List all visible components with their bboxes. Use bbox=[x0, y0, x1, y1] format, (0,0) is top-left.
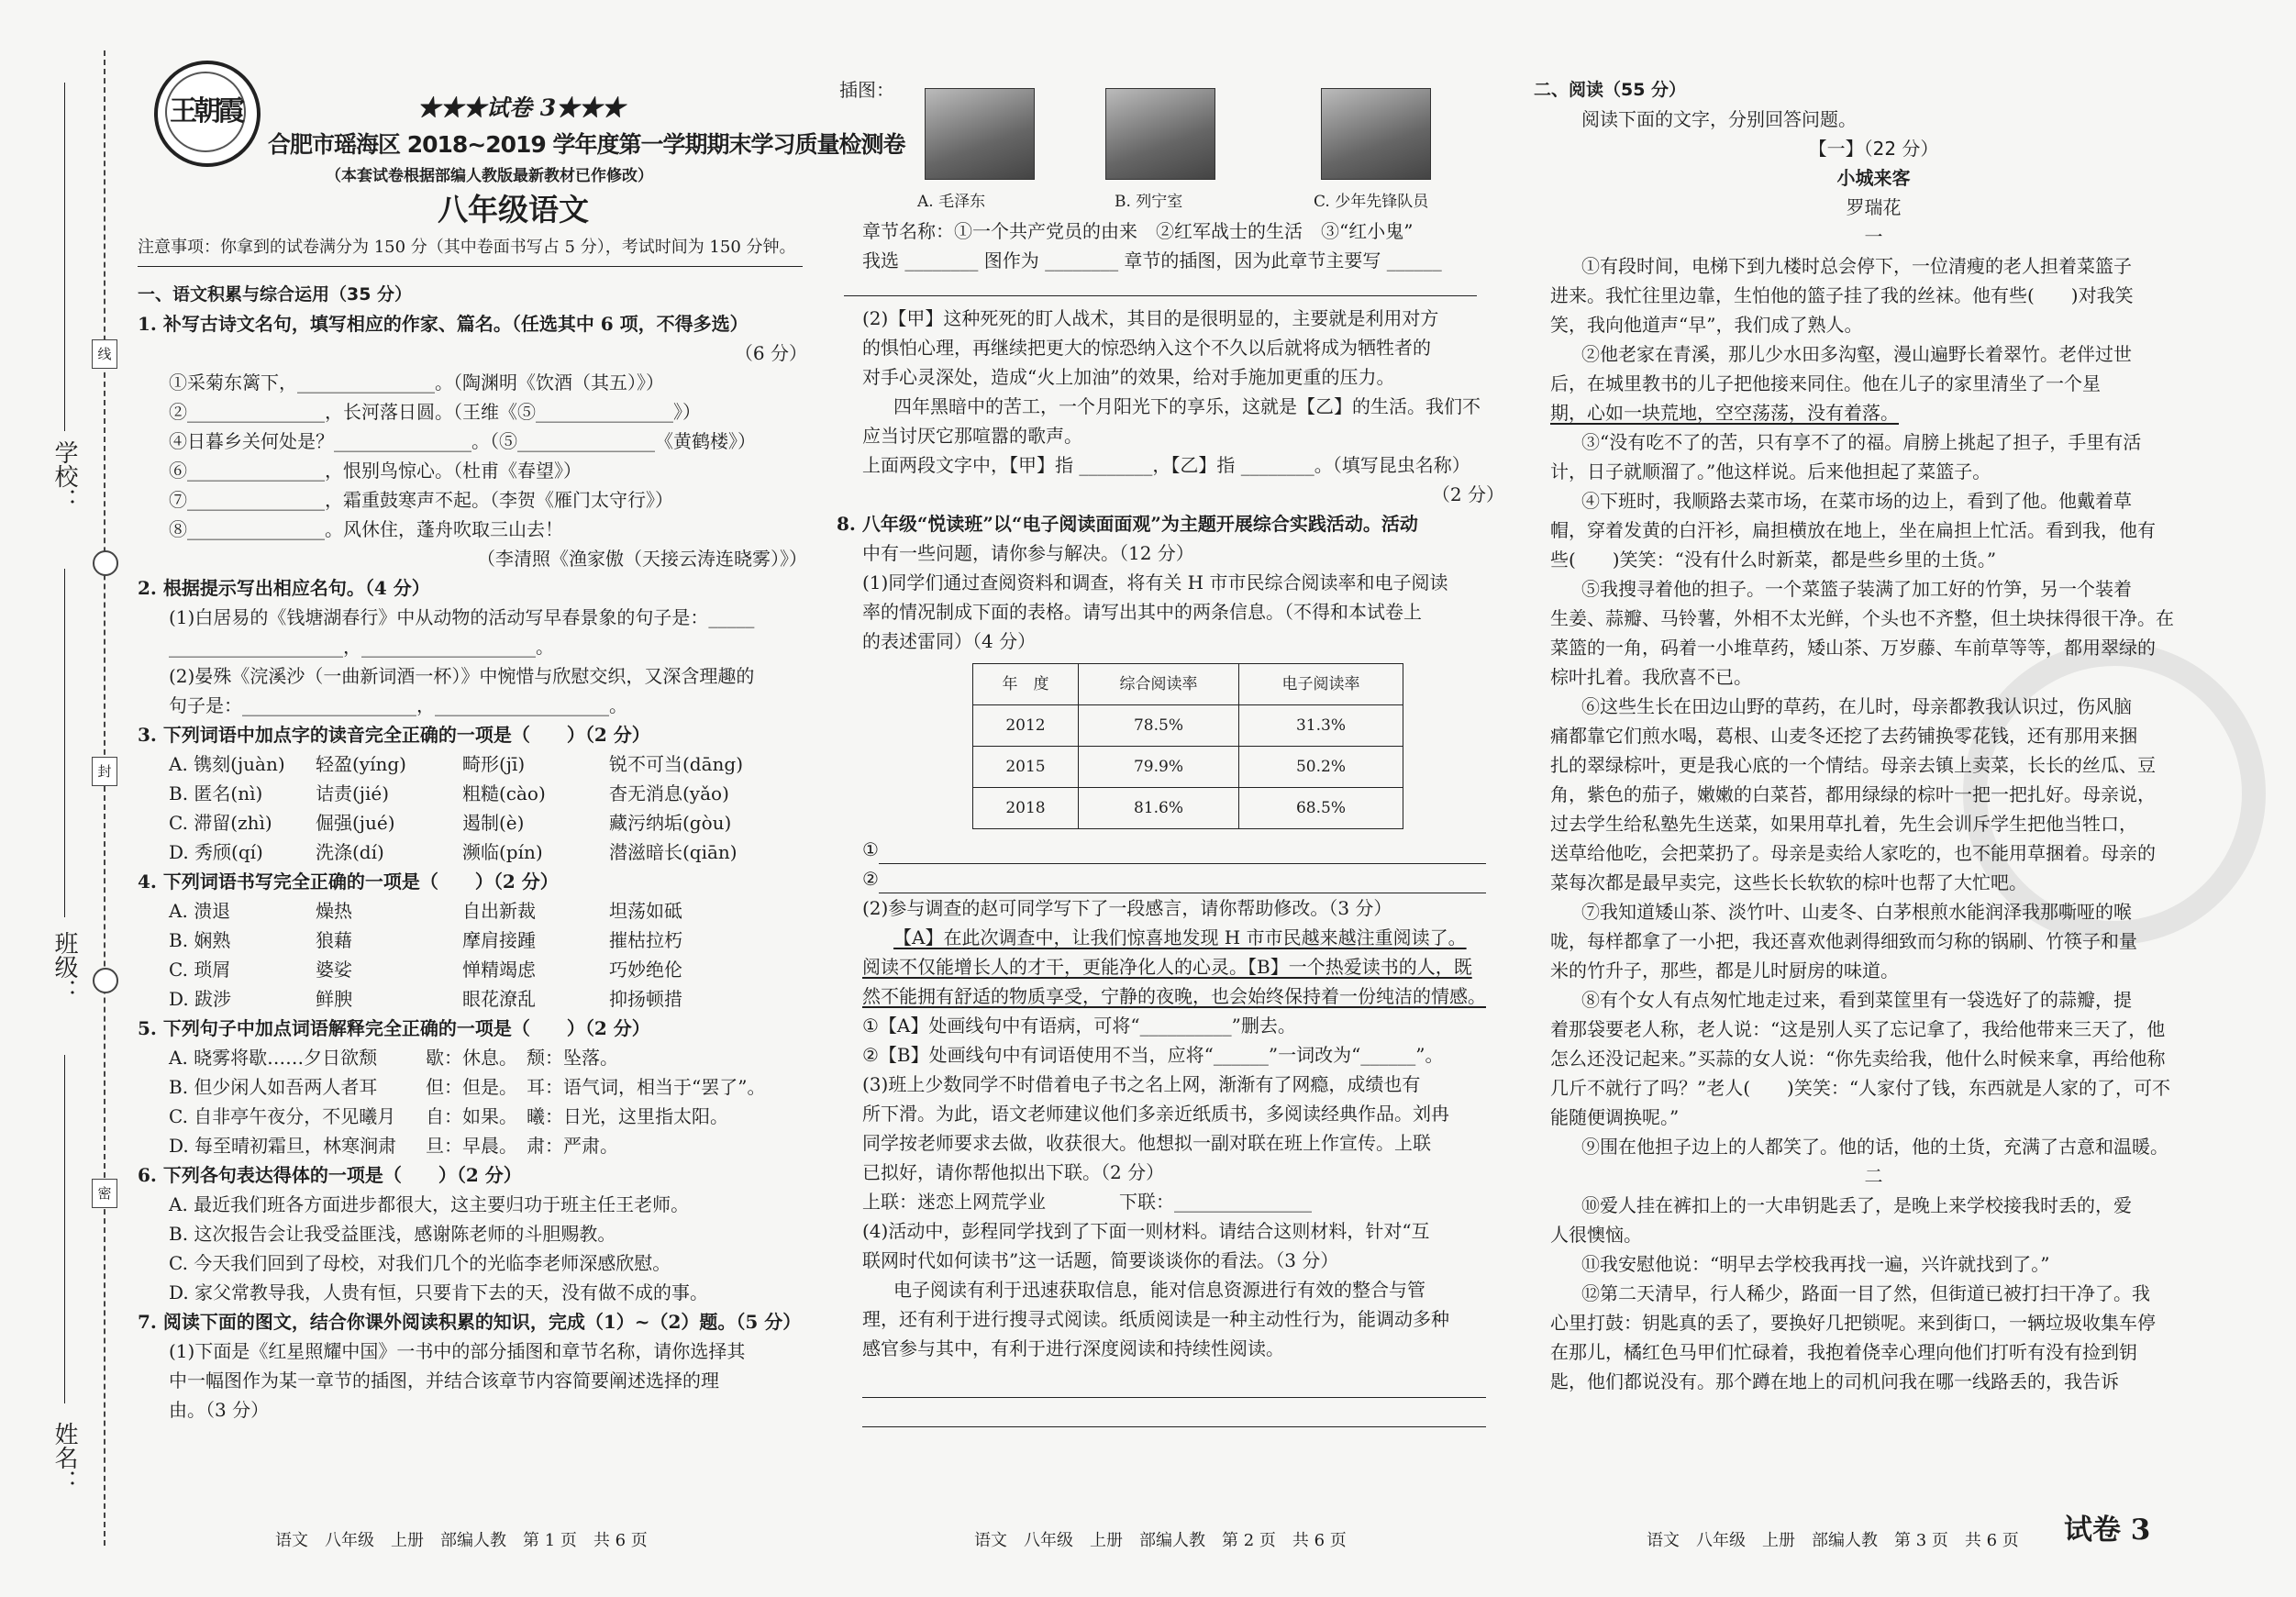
story-line: 人很懊恼。 bbox=[1550, 1224, 1642, 1246]
binding-hole bbox=[93, 968, 118, 993]
table-cell: 78.5% bbox=[1079, 705, 1239, 747]
story-line: ④下班时，我顺路去菜市场，在菜市场的边上，看到了他。他戴着草 bbox=[1581, 490, 2132, 512]
question-7: 7. 阅读下面的图文，结合你课外阅读积累的知识，完成（1）~（2）题。（5 分） bbox=[138, 1311, 802, 1333]
q6-option: D. 家父常教导我，人贵有恒，只要肯下去的天，没有做不成的事。 bbox=[169, 1281, 709, 1303]
table-cell: 79.9% bbox=[1079, 747, 1239, 788]
story-line: ①有段时间，电梯下到九楼时总会停下，一位清瘦的老人担着菜篮子 bbox=[1581, 255, 2132, 277]
question-1: 1. 补写古诗文名句，填写相应的作家、篇名。（任选其中 6 项，不得多选） bbox=[138, 313, 749, 335]
caption-b: B. 列宁室 bbox=[1115, 193, 1183, 211]
table-row bbox=[973, 788, 1403, 829]
table-header-row bbox=[973, 664, 1403, 705]
q3-option: B. 匿名(nì) 诘责(jié) 粗糙(cào) 杳无消息(yǎo) bbox=[169, 782, 729, 804]
q1-item: ④日暮乡关何处是？_______________。（⑤_______________《黄鹤楼》） bbox=[169, 430, 756, 452]
table-row bbox=[973, 705, 1403, 747]
story-line: 菜每次都是最早卖完，这些长长软软的棕叶也帮了大忙吧。 bbox=[1550, 871, 2027, 893]
story-line: 笑，我向他道声“早”，我们成了熟人。 bbox=[1550, 314, 1863, 336]
page-footer-1: 语文 八年级 上册 部编人教 第 1 页 共 6 页 bbox=[275, 1531, 648, 1550]
story-line: 后，在城里教书的儿子把他接来同住。他在儿子的家里清坐了一个星 bbox=[1550, 372, 2101, 394]
table-row bbox=[973, 747, 1403, 788]
story-line: 生姜、蒜瓣、马铃薯，外相不太光鲜，个头也不齐整，但土块抹得很干净。在 bbox=[1550, 607, 2174, 629]
story-line: 些( )笑笑：“没有什么时新菜，都是些乡里的土货。” bbox=[1550, 549, 1997, 571]
q3-option: D. 秀颀(qí) 洗涤(dí) 濒临(pín) 潜滋暗长(qiān) bbox=[169, 841, 738, 863]
q6-option: B. 这次报告会让我受益匪浅，感谢陈老师的斗胆赐教。 bbox=[169, 1223, 616, 1245]
answer-line-1: ① bbox=[862, 835, 1504, 864]
q4-option: A. 溃退 燥热 自出新裁 坦荡如砥 bbox=[169, 900, 682, 922]
story-line: 心里打鼓：钥匙真的丢了，要换好几把锁呢。来到街口，一辆垃圾收集车停 bbox=[1550, 1312, 2156, 1334]
q1-item: ⑥_______________，恨别鸟惊心。（杜甫《春望》） bbox=[169, 460, 582, 482]
q7-2-line: 四年黑暗中的苦工，一个月阳光下的享乐，这就是【乙】的生活。我们不 bbox=[893, 395, 1481, 417]
q7-line: 中一幅图作为某一章节的插图，并结合该章节内容简要阐述选择的理 bbox=[169, 1370, 719, 1392]
illustration-c bbox=[1321, 88, 1431, 180]
story-line: 进来。我忙往里边靠，生怕他的篮子挂了我的丝袜。他有些( )对我笑 bbox=[1550, 284, 2134, 306]
story-line: ⑩爱人挂在裤扣上的一大串钥匙丢了，是晚上来学校接我时丢的，爱 bbox=[1581, 1194, 2132, 1216]
q1-item: ①采菊东篱下，_______________。（陶渊明《饮酒（其五）》） bbox=[169, 372, 664, 394]
story-line: 扎的翠绿棕叶，更是我心底的一个情结。母亲去镇上卖菜，长长的丝瓜、豆 bbox=[1550, 754, 2156, 776]
caption-c: C. 少年先锋队员 bbox=[1314, 193, 1429, 211]
answer-line-2: ② bbox=[862, 864, 1504, 893]
cut-line bbox=[104, 50, 105, 1546]
q8-3-line: (3)班上少数同学不时借着电子书之名上网，渐渐有了网瘾，成绩也有 bbox=[862, 1073, 1421, 1095]
story-line: ⑤我搜寻着他的担子。一个菜篮子装满了加工好的竹笋，另一个装着 bbox=[1581, 578, 2132, 600]
q5-option: D. 每至晴初霜旦，林寒涧肃 旦：早晨。 肃：严肃。 bbox=[169, 1135, 618, 1157]
question-8: 8. 八年级“悦读班”以“电子阅读面面观”为主题开展综合实践活动。活动 bbox=[837, 513, 1418, 535]
name-blank bbox=[64, 1055, 65, 1403]
q4-option: C. 琐屑 婆娑 惮精竭虑 巧妙绝伦 bbox=[169, 959, 682, 981]
story-line: 痛都靠它们煎水喝，葛根、山麦冬还挖了去药铺换零花钱，还有那用来捆 bbox=[1550, 725, 2137, 747]
table-header: 电子阅读率 bbox=[1239, 664, 1403, 705]
material-line: 电子阅读有利于迅速获取信息，能对信息资源进行有效的整合与管 bbox=[893, 1279, 1425, 1301]
exam-title: 合肥市瑶海区 2018~2019 学年度第一学期期末学习质量检测卷 bbox=[268, 131, 905, 158]
binding-tag-xian: 线 bbox=[92, 339, 117, 369]
story-line: 着那袋要老人称，老人说：“这是别人买了忘记拿了，我给他带来三天了，他 bbox=[1550, 1018, 2166, 1040]
table-cell: 2018 bbox=[973, 788, 1079, 829]
q7-2-question: 上面两段文字中，【甲】指 ________，【乙】指 ________。（填写昆虫名称） bbox=[862, 454, 1470, 476]
table-cell: 31.3% bbox=[1239, 705, 1403, 747]
story-line: ⑧有个女人有点匆忙地走过来，看到菜筐里有一袋选好了的蒜瓣，提 bbox=[1581, 989, 2132, 1011]
section-heading: 一、语文积累与综合运用（35 分） bbox=[138, 284, 413, 305]
table-header: 年 度 bbox=[973, 664, 1079, 705]
table-cell: 68.5% bbox=[1239, 788, 1403, 829]
illustration-label: 插图： bbox=[839, 79, 894, 101]
paper-badge: 试卷 3 bbox=[2064, 1514, 2151, 1547]
q8-4-line: 联网时代如何读书”这一话题，简要谈谈你的看法。（3 分） bbox=[862, 1249, 1339, 1271]
q8-2-quote: 【A】在此次调查中，让我们惊喜地发现 H 市市民越来越注重阅读了。 bbox=[893, 926, 1467, 948]
binding-tag-feng: 封 bbox=[92, 757, 117, 786]
story-line: 匙，他们都说没有。那个蹲在地上的司机问我在哪一线路丢的，我告诉 bbox=[1550, 1370, 2119, 1392]
q8-line: 的表述雷同）（4 分） bbox=[862, 630, 1037, 652]
subject-title: 八年级语文 bbox=[438, 192, 589, 227]
story-line: 咙，每样都拿了一小把，我还喜欢他剥得细致而匀称的锅刷、竹筷子和量 bbox=[1550, 930, 2137, 952]
material-line: 感官参与其中，有利于进行深度阅读和持续性阅读。 bbox=[862, 1337, 1284, 1359]
q8-line: 率的情况制成下面的表格。请写出其中的两条信息。（不得和本试卷上 bbox=[862, 601, 1422, 623]
q8-2-quote: 阅读不仅能增长人的才干，更能净化人的心灵。【B】一个热爱读书的人，既 bbox=[862, 956, 1472, 978]
story-line: ③“没有吃不了的苦，只有享不了的福。肩膀上挑起了担子，手里有活 bbox=[1581, 431, 2142, 453]
story-line: ⑦我知道矮山茶、淡竹叶、山麦冬、白茅根煎水能润泽我那嘶哑的喉 bbox=[1581, 901, 2132, 923]
q4-option: B. 娴熟 狼藉 摩肩接踵 摧枯拉朽 bbox=[169, 929, 682, 951]
q5-option: A. 晓雾将歇……夕日欲颓 歇：休息。 颓：坠落。 bbox=[169, 1047, 618, 1069]
question-6: 6. 下列各句表达得体的一项是（ ）（2 分） bbox=[138, 1164, 522, 1186]
question-score: （6 分） bbox=[734, 342, 807, 364]
story-line: 期，心如一块荒地，空空荡荡，没有着落。 bbox=[1550, 402, 1899, 424]
q1-item: ⑧_______________。风休住，蓬舟吹取三山去！ bbox=[169, 518, 563, 540]
section-heading: 二、阅读（55 分） bbox=[1534, 80, 1687, 100]
q7-line: 由。（3 分） bbox=[169, 1399, 270, 1421]
reading-instruction: 阅读下面的文字，分别回答问题。 bbox=[1581, 108, 1857, 130]
q2-line: (2)晏殊《浣溪沙（一曲新词酒一杯）》中惋惜与欣慰交织，又深含理趣的 bbox=[169, 665, 755, 687]
page-footer-2: 语文 八年级 上册 部编人教 第 2 页 共 6 页 bbox=[974, 1531, 1347, 1550]
story-line: 送草给他吃，会把菜扔了。母亲是卖给人家吃的，也不能用草捆着。母亲的 bbox=[1550, 842, 2156, 864]
q8-2-task: ②【B】处画线句中有词语使用不当，应将“______”一词改为“______”。 bbox=[862, 1044, 1444, 1066]
class-blank bbox=[64, 569, 65, 917]
story-line: 几斤不就行了吗？”老人( )笑笑：“人家付了钱，东西就是人家的了，可不 bbox=[1550, 1077, 2171, 1099]
edition-note: （本套试卷根据部编人教版最新教材已作修改） bbox=[326, 167, 653, 185]
q2-line: (1)白居易的《钱塘湖春行》中从动物的活动写早春景象的句子是：_____ bbox=[169, 606, 755, 628]
q8-line: (1)同学们通过查阅资料和调查，将有关 H 市市民综合阅读率和电子阅读 bbox=[862, 571, 1448, 593]
story-line: 过去学生给私塾先生送菜，如果用草扎着，先生会训斥学生把他当牲口， bbox=[1550, 813, 2137, 835]
story-line: ⑥这些生长在田边山野的草药，在儿时，母亲都教我认识过，伤风脑 bbox=[1581, 695, 2132, 717]
column-3 bbox=[1534, 75, 2197, 1396]
q2-line: 句子是：___________________，___________________。 bbox=[169, 694, 627, 716]
illustration-a bbox=[925, 88, 1035, 180]
table-cell: 2015 bbox=[973, 747, 1079, 788]
chapter-names: 章节名称：①一个共产党员的由来 ②红军战士的生活 ③“红小鬼” bbox=[862, 220, 1414, 242]
q2-line: ___________________，___________________。 bbox=[169, 636, 554, 658]
divider bbox=[138, 266, 803, 267]
story-line: ②他老家在青溪，那儿少水田多沟壑，漫山遍野长着翠竹。老伴过世 bbox=[1581, 343, 2132, 365]
school-blank bbox=[64, 83, 65, 431]
q3-option: A. 镌刻(juàn) 轻盈(yíng) 畸形(jī) 锐不可当(dāng) bbox=[169, 753, 744, 775]
story-line: 怎么还没记起来。”买蒜的女人说：“你先卖给我，他什么时候来拿，再给他称 bbox=[1550, 1048, 2166, 1070]
question-3: 3. 下列词语中加点字的读音完全正确的一项是（ ）（2 分） bbox=[138, 724, 650, 746]
q8-4-line: (4)活动中，彭程同学找到了下面一则材料。请结合这则材料，针对“互 bbox=[862, 1220, 1430, 1242]
q6-option: C. 今天我们回到了母校，对我们几个的光临李老师深感欣慰。 bbox=[169, 1252, 671, 1274]
q8-3-line: 同学按老师要求去做，收获很大。他想拟一副对联在班上作宣传。上联 bbox=[862, 1132, 1431, 1154]
illustration-b bbox=[1105, 88, 1215, 180]
q7-2-line: 对手心灵深处，造成“火上加油”的效果，给对手施加更重的压力。 bbox=[862, 366, 1395, 388]
section-one-marker: 一 bbox=[1864, 226, 1883, 248]
story-line: ⑫第二天清早，行人稀少，路面一目了然，但街道已被打扫干净了。我 bbox=[1581, 1282, 2150, 1304]
story-line: 计，日子就顺溜了。”他这样说。后来他担起了菜篮子。 bbox=[1550, 460, 1991, 482]
story-line: 角，紫色的茄子，嫩嫩的白菜苔，都用绿绿的棕叶一把一把扎好。母亲说， bbox=[1550, 783, 2156, 805]
name-label: 姓名： bbox=[50, 1422, 78, 1493]
answer-line bbox=[862, 1369, 1486, 1398]
divider bbox=[844, 295, 1477, 296]
q6-option: A. 最近我们班各方面进步都很大，这主要归功于班主任王老师。 bbox=[169, 1193, 690, 1215]
section-two-marker: 二 bbox=[1864, 1165, 1883, 1187]
question-2: 2. 根据提示写出相应名句。（4 分） bbox=[138, 577, 430, 599]
story-line: 帽，穿着发黄的白汗衫，扁担横放在地上，坐在扁担上忙活。看到我，他有 bbox=[1550, 519, 2156, 541]
q7-line: (1)下面是《红星照耀中国》一书中的部分插图和章节名称，请你选择其 bbox=[169, 1340, 746, 1362]
story-line: 能随便调换呢。” bbox=[1550, 1106, 1680, 1128]
story-line: 棕叶扎着。我欣喜不已。 bbox=[1550, 666, 1752, 688]
story-title: 小城来客 bbox=[1836, 167, 1911, 189]
reading-rate-table bbox=[972, 663, 1403, 829]
couplet: 上联：迷恋上网荒学业 下联：_______________ bbox=[862, 1191, 1312, 1213]
binding-hole bbox=[93, 550, 118, 576]
question-4: 4. 下列词语书写完全正确的一项是（ ）（2 分） bbox=[138, 871, 559, 893]
caption-a: A. 毛泽东 bbox=[917, 193, 986, 211]
q3-option: C. 滞留(zhì) 倔强(jué) 遏制(è) 藏污纳垢(gòu) bbox=[169, 812, 732, 834]
q7-2-line: 应当讨厌它那喧嚣的歌声。 bbox=[862, 425, 1082, 447]
page-footer-3: 语文 八年级 上册 部编人教 第 3 页 共 6 页 bbox=[1647, 1531, 2019, 1550]
q1-item: ②_______________，长河落日圆。（王维《⑤_______________》） bbox=[169, 401, 701, 423]
q7-2-line: 的惧怕心理，再继续把更大的惊恐纳入这个不久以后就将成为牺牲者的 bbox=[862, 337, 1431, 359]
binding-margin bbox=[0, 0, 119, 1597]
reading-part: 【一】（22 分） bbox=[1808, 138, 1939, 160]
q8-2-quote: 然不能拥有舒适的物质享受，宁静的夜晚，也会始终保持着一份纯洁的情感。 bbox=[862, 985, 1486, 1007]
column-2-body bbox=[837, 216, 1504, 1427]
choose-line: 我选 ________ 图作为 ________ 章节的插图，因为此章节主要写 ______ bbox=[862, 250, 1442, 272]
table-cell: 81.6% bbox=[1079, 788, 1239, 829]
exam-notice: 注意事项：你拿到的试卷满分为 150 分（其中卷面书写占 5 分），考试时间为 150 分钟。 bbox=[138, 238, 796, 257]
logo-text: 王朝霞 bbox=[165, 72, 246, 152]
q1-item: ⑦_______________，霜重鼓寒声不起。（李贺《雁门太守行》） bbox=[169, 489, 673, 511]
question-5: 5. 下列句子中加点词语解释完全正确的一项是（ ）（2 分） bbox=[138, 1017, 650, 1039]
q1-source: （李清照《渔家傲（天接云涛连晓雾）》） bbox=[477, 548, 807, 570]
school-label: 学校： bbox=[50, 440, 78, 512]
q8-2-task: ①【A】处画线句中有语病，可将“__________”删去。 bbox=[862, 1015, 1296, 1037]
column-1 bbox=[138, 280, 807, 1425]
class-label: 班级： bbox=[50, 931, 78, 1003]
question-score: （2 分） bbox=[1431, 483, 1504, 505]
story-line: ⑪我安慰他说：“明早去学校我再找一遍，兴许就找到了。” bbox=[1581, 1253, 2050, 1275]
q7-2-line: (2)【甲】这种死死的盯人战术，其目的是很明显的，主要就是利用对方 bbox=[862, 307, 1439, 329]
table-cell: 50.2% bbox=[1239, 747, 1403, 788]
q8-2: (2)参与调查的赵可同学写下了一段感言，请你帮助修改。（3 分） bbox=[862, 897, 1392, 919]
q4-option: D. 跋涉 鲜腴 眼花潦乱 抑扬顿措 bbox=[169, 988, 682, 1010]
table-header: 综合阅读率 bbox=[1079, 664, 1239, 705]
story-line: ⑨围在他担子边上的人都笑了。他的话，他的土货，充满了古意和温暖。 bbox=[1581, 1136, 2168, 1158]
story-line: 菜篮的一角，码着一小堆草药，矮山茶、万岁藤、车前草等等，都用翠绿的 bbox=[1550, 637, 2156, 659]
q5-option: B. 但少闲人如吾两人者耳 但：但是。 耳：语气词，相当于“罢了”。 bbox=[169, 1076, 766, 1098]
q8-3-line: 所下滑。为此，语文老师建议他们多亲近纸质书，多阅读经典作品。刘冉 bbox=[862, 1103, 1449, 1125]
story-author: 罗瑞花 bbox=[1846, 196, 1902, 218]
answer-line bbox=[862, 1398, 1486, 1427]
brand-logo bbox=[154, 61, 261, 167]
story-line: 在那儿，橘红色马甲们忙碌着，我抱着侥幸心理向他们打听有没有捡到钥 bbox=[1550, 1341, 2137, 1363]
q8-line: 中有一些问题，请你参与解决。（12 分） bbox=[862, 542, 1194, 564]
table-cell: 2012 bbox=[973, 705, 1079, 747]
binding-tag-mi: 密 bbox=[92, 1179, 117, 1208]
q5-option: C. 自非亭午夜分，不见曦月 自：如果。 曦：日光，这里指太阳。 bbox=[169, 1105, 728, 1127]
q8-3-line: 已拟好，请你帮他拟出下联。（2 分） bbox=[862, 1161, 1165, 1183]
story-line: 米的竹升子，那些，都是儿时厨房的味道。 bbox=[1550, 959, 1899, 981]
paper-number-tag: ★★★试卷 3★★★ bbox=[417, 94, 626, 121]
material-line: 理，还有利于进行搜寻式阅读。纸质阅读是一种主动性行为，能调动多种 bbox=[862, 1308, 1449, 1330]
